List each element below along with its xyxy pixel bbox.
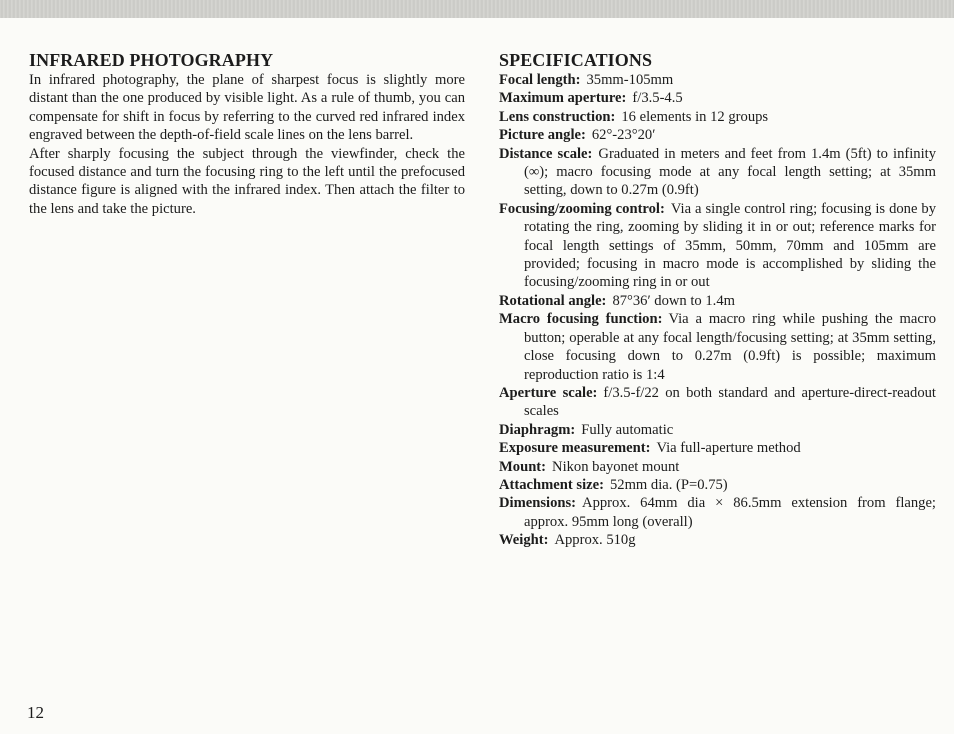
spec-value: 16 elements in 12 groups: [621, 108, 769, 125]
spec-value: 52mm dia. (P=0.75): [609, 476, 728, 493]
spec-rotational-angle: [499, 292, 936, 310]
spec-label: Dimensions:: [499, 495, 577, 512]
spec-label: Weight:: [499, 532, 549, 549]
spec-maximum-aperture: [499, 89, 936, 107]
infrared-paragraph: In infrared photography, the plane of sharpest focus is slightly more distant than the one produced by visible light. As a rule of thumb, you can compensate for shift in focus by referring to the curved red infrared index engraved between the depth-of-field scale lines on the lens barrel.: [29, 72, 465, 144]
spec-value: Graduated in meters and feet from 1.4m (5ft) to infinity (∞); macro focusing mode at any focal length setting; at 35mm setting, down to 0.27m (0.9ft): [524, 145, 936, 199]
spec-label: Lens construction:: [499, 108, 616, 125]
spec-value: Via full-aperture method: [656, 440, 801, 457]
specifications-heading: SPECIFICATIONS: [499, 50, 653, 70]
spec-exposure-measurement: [499, 439, 936, 457]
spec-value: 87°36′ down to 1.4m: [612, 292, 735, 309]
spec-label: Exposure measurement:: [499, 440, 651, 457]
infrared-section: [29, 50, 465, 218]
spec-label: Aperture scale:: [499, 384, 598, 401]
spec-picture-angle: [499, 126, 936, 144]
spec-label: Picture angle:: [499, 127, 586, 144]
spec-value: Approx. 64mm dia × 86.5mm extension from flange; approx. 95mm long (overall): [524, 495, 936, 530]
spec-mount: [499, 458, 936, 476]
spec-diaphragm: [499, 421, 936, 439]
spec-value: Fully automatic: [581, 421, 674, 438]
spec-focal-length: [499, 71, 936, 89]
spec-label: Macro focusing function:: [499, 311, 663, 328]
spec-weight: [499, 531, 936, 549]
spec-value: 35mm-105mm: [586, 72, 674, 88]
spec-value: Via a single control ring; focusing is done by rotating the ring, zooming by sliding it in or out; reference marks for focal length settings of 35mm, 50mm, 70mm and 105mm are provided; focusing in macro mode is accomplished by sliding the focusing/zooming ring in or out: [524, 200, 937, 291]
page-number: 12: [27, 703, 44, 722]
spec-value: 62°-23°20′: [591, 127, 656, 144]
spec-aperture-scale: [499, 384, 936, 421]
spec-label: Rotational angle:: [499, 292, 607, 309]
infrared-paragraph: After sharply focusing the subject through the viewfinder, check the focused distance and turn the focusing ring to the left until the prefocused distance figure is aligned with the infrared index. Then attach the filter to the lens and take the picture.: [29, 145, 465, 217]
spec-value: Approx. 510g: [554, 532, 636, 549]
spec-attachment-size: [499, 476, 936, 494]
spec-label: Focusing/zooming control:: [499, 200, 665, 217]
spec-label: Diaphragm:: [499, 421, 576, 438]
page-top-edge: [0, 0, 954, 18]
spec-label: Attachment size:: [499, 476, 604, 493]
spec-label: Maximum aperture:: [499, 90, 627, 107]
spec-dimensions: [499, 494, 936, 531]
spec-distance-scale: [499, 145, 936, 200]
spec-label: Distance scale:: [499, 145, 593, 162]
spec-focusing-zooming-control: [499, 200, 936, 292]
spec-macro-focusing-function: [499, 310, 936, 384]
spec-label: Mount:: [499, 458, 547, 475]
spec-lens-construction: [499, 108, 936, 126]
spec-value: f/3.5-4.5: [632, 90, 683, 107]
spec-value: f/3.5-f/22 on both standard and aperture-direct-readout scales: [524, 384, 936, 420]
spec-value: Via a macro ring while pushing the macro button; operable at any focal length/focusing setting; at 35mm setting, close focusing down to 0.27m (0.9ft) is possible; maximum reproduction ratio is 1:4: [524, 311, 936, 383]
specifications-section: [499, 50, 936, 550]
spec-label: Focal length:: [499, 72, 581, 88]
spec-value: Nikon bayonet mount: [552, 458, 680, 475]
infrared-heading: INFRARED PHOTOGRAPHY: [29, 50, 274, 70]
